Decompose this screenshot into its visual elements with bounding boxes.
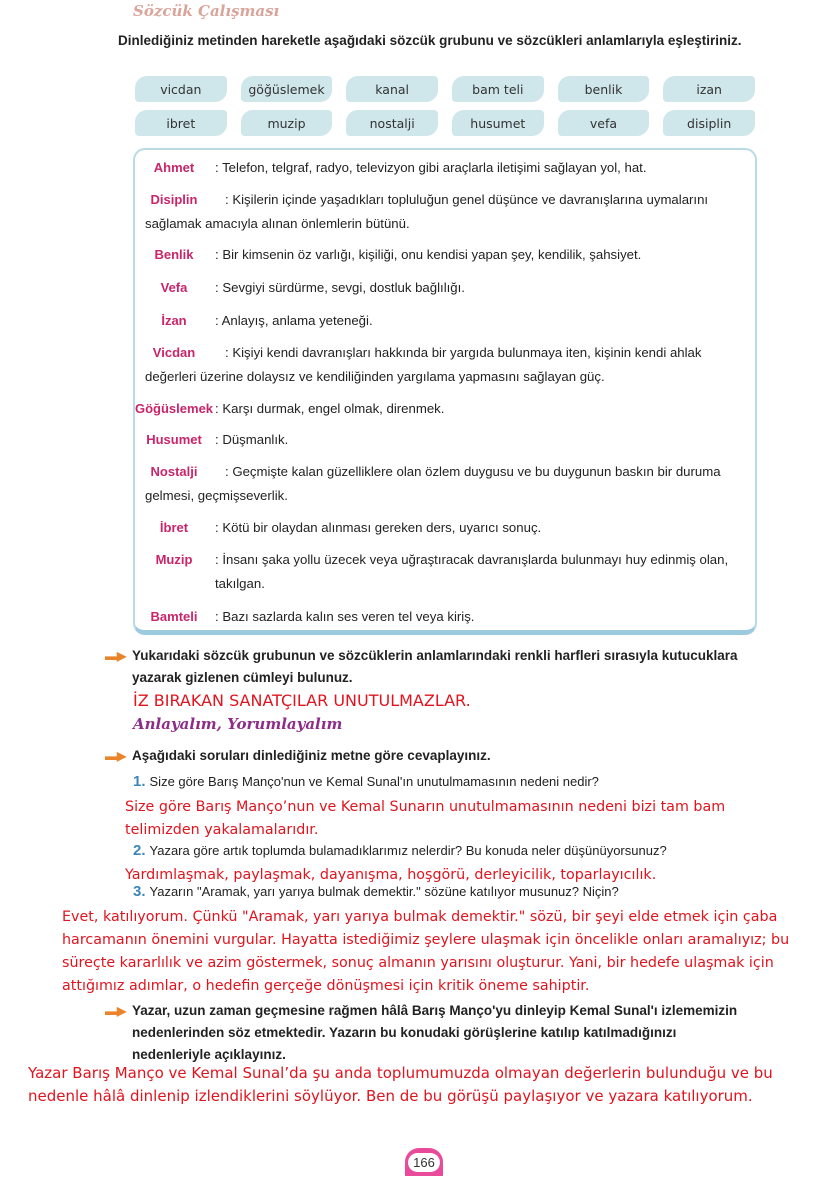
question-text: Size göre Barış Manço'nun ve Kemal Sunal'ın unutulmamasının nedeni nedir? bbox=[149, 774, 599, 789]
definition-row bbox=[135, 548, 735, 596]
definition-term: İbret bbox=[159, 520, 189, 535]
question-number: 1. bbox=[133, 773, 146, 790]
hidden-sentence-answer: İZ BIRAKAN SANATÇILAR UNUTULMAZLAR. bbox=[133, 691, 471, 710]
definition-row bbox=[135, 243, 735, 267]
definition-term: Nostalji bbox=[150, 464, 198, 479]
definition-term: Ahmet bbox=[153, 160, 195, 175]
answer-3: Evet, katılıyorum. Çünkü "Aramak, yarı yarıya bulmak demektir." sözü, bir şeyi elde etmek için çaba harcamanın önemini vurgular. Hayatta istediğimiz şeylere ulaşmak için öncelikle onları aramalıyız; bu süreçte kararlılık ve azim göstermek, sonuç almanın yarısını oluşturur. Yani, bir hedefe ulaşmak için attığımız adımlar, o hedefin gerçeğe dönüşmesi için kritik öneme sahiptir. bbox=[62, 909, 790, 994]
question-3 bbox=[133, 883, 619, 900]
definition-row bbox=[135, 188, 735, 236]
word-chip: disiplin bbox=[663, 110, 755, 136]
definition-text: : Kötü bir olaydan alınması gereken ders, uyarıcı sonuç. bbox=[215, 520, 542, 535]
section-title: Sözcük Çalışması bbox=[133, 2, 280, 20]
answer-1: Size göre Barış Manço’nun ve Kemal Sunarın unutulmamasının nedeni bizi tam bam telimizden yakalamalarıdır. bbox=[125, 799, 726, 838]
answer-author-views: Yazar Barış Manço ve Kemal Sunal’da şu anda toplumumuzda olmayan değerlerin bulunduğu ve bu nedenle hâlâ dinlenip izlendiklerini söylüyor. Ben de bu görüşü paylaşıyor ve yazara katılıyorum. bbox=[28, 1064, 773, 1105]
definition-row bbox=[135, 309, 735, 333]
word-chip: vicdan bbox=[135, 76, 227, 102]
task-text: Yukarıdaki sözcük grubunun ve sözcüklerin anlamlarındaki renkli harfleri sırasıyla kutucuklara yazarak gizlenen cümleyi bulunuz. bbox=[132, 648, 738, 685]
definition-row bbox=[135, 156, 735, 180]
definition-text: : Anlayış, anlama yeteneği. bbox=[215, 313, 373, 328]
question-text: Yazarın "Aramak, yarı yarıya bulmak demektir." sözüne katılıyor musunuz? Niçin? bbox=[149, 884, 619, 899]
definition-term: Bamteli bbox=[150, 609, 198, 624]
instruction: Dinlediğiniz metinden hareketle aşağıdaki sözcük grubunu ve sözcükleri anlamlarıyla eşleştiriniz. bbox=[118, 33, 742, 48]
word-chip: benlik bbox=[558, 76, 650, 102]
page-number-tab bbox=[405, 1148, 443, 1176]
definition-term: Husumet bbox=[146, 432, 202, 447]
task-text: Aşağıdaki soruları dinlediğiniz metne göre cevaplayınız. bbox=[132, 748, 491, 763]
definition-term: Benlik bbox=[154, 247, 194, 262]
definition-term: Vefa bbox=[160, 280, 188, 295]
arrow-icon: ▬▶ bbox=[105, 1004, 127, 1018]
definition-text: : Kişilerin içinde yaşadıkları topluluğun genel düşünce ve davranışlarına uymalarını sağlamak amacıyla alınan önlemlerin bütünü. bbox=[145, 192, 709, 231]
answer-2: Yardımlaşmak, paylaşmak, dayanışma, hoşgörü, derleyicilik, toparlayıcılık. bbox=[125, 867, 657, 883]
definition-text: : İnsanı şaka yollu üzecek veya uğraştıracak davranışlarda bulunmayı huy edinmiş olan, takılgan. bbox=[215, 552, 729, 591]
word-chip: nostalji bbox=[346, 110, 438, 136]
definition-text: : Karşı durmak, engel olmak, direnmek. bbox=[215, 401, 445, 416]
question-2 bbox=[133, 842, 667, 859]
word-chip: bam teli bbox=[452, 76, 544, 102]
word-chip: göğüslemek bbox=[241, 76, 333, 102]
task-text: Yazar, uzun zaman geçmesine rağmen hâlâ Barış Manço'yu dinleyip Kemal Sunal'ı izlememizin nedenlerinden söz etmektedir. Yazarın bu konudaki görüşlerine katılıp katılmadığınızı nedenleriyle açıklayınız. bbox=[132, 1003, 738, 1062]
question-number: 2. bbox=[133, 842, 146, 859]
word-chip: muzip bbox=[241, 110, 333, 136]
task-author-views bbox=[105, 1000, 752, 1066]
word-chip: husumet bbox=[452, 110, 544, 136]
definition-term: Vicdan bbox=[152, 345, 196, 360]
word-chips bbox=[135, 76, 755, 136]
definition-row bbox=[135, 276, 735, 300]
question-text: Yazara göre artık toplumda bulamadıklarımız nelerdir? Bu konuda neler düşünüyorsunuz? bbox=[149, 843, 667, 858]
task-find-sentence bbox=[105, 645, 752, 689]
definition-row bbox=[135, 397, 735, 421]
definition-row bbox=[135, 605, 735, 629]
arrow-icon: ▬▶ bbox=[105, 749, 127, 763]
word-chip: ibret bbox=[135, 110, 227, 136]
task-answer-questions bbox=[105, 745, 752, 767]
definition-term: İzan bbox=[161, 313, 187, 328]
definition-term: Muzip bbox=[155, 552, 193, 567]
definition-row bbox=[135, 341, 735, 389]
definition-text: : Bazı sazlarda kalın ses veren tel veya kiriş. bbox=[215, 609, 475, 624]
definition-text: : Telefon, telgraf, radyo, televizyon gibi araçlarla iletişimi sağlayan yol, hat. bbox=[215, 160, 647, 175]
word-chip: kanal bbox=[346, 76, 438, 102]
word-chip: vefa bbox=[558, 110, 650, 136]
definition-row bbox=[135, 516, 735, 540]
question-1 bbox=[133, 773, 599, 790]
definitions-box bbox=[133, 148, 757, 635]
definition-term: Göğüslemek bbox=[135, 401, 214, 416]
definition-term: Disiplin bbox=[150, 192, 198, 207]
definition-row bbox=[135, 428, 735, 452]
subheading: Anlayalım, Yorumlayalım bbox=[133, 715, 343, 733]
definition-text: : Bir kimsenin öz varlığı, kişiliği, onu kendisi yapan şey, kendilik, şahsiyet. bbox=[215, 247, 642, 262]
definition-text: : Düşmanlık. bbox=[215, 432, 289, 447]
definition-text: : Kişiyi kendi davranışları hakkında bir yargıda bulunmaya iten, kişinin kendi ahlak değerleri üzerine dolaysız ve kendiliğinden yargılama yapmasını sağlayan güç. bbox=[145, 345, 702, 384]
word-chip: izan bbox=[663, 76, 755, 102]
definition-text: : Sevgiyi sürdürme, sevgi, dostluk bağlılığı. bbox=[215, 280, 465, 295]
page-number: 166 bbox=[408, 1153, 440, 1172]
definition-text: : Geçmişte kalan güzelliklere olan özlem duygusu ve bu duygunun baskın bir duruma gelmesi, geçmişseverlik. bbox=[145, 464, 721, 503]
definition-row bbox=[135, 460, 735, 508]
question-number: 3. bbox=[133, 883, 146, 900]
arrow-icon: ▬▶ bbox=[105, 649, 127, 663]
